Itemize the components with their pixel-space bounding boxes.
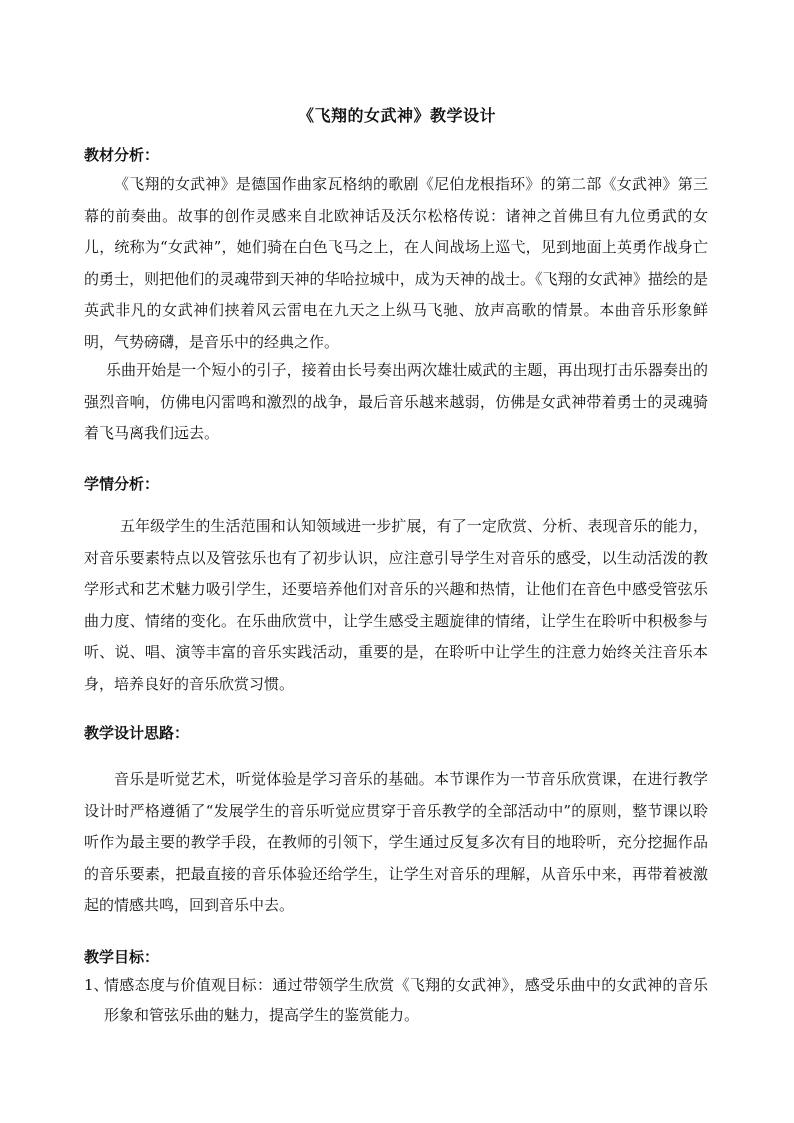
- paragraph-student-analysis: 五年级学生的生活范围和认知领域进一步扩展，有了一定欣赏、分析、表现音乐的能力，对音乐要素特点以及管弦乐也有了初步认识，应注意引导学生对音乐的感受，以生动活泼的教学形式和艺术魅力吸引学生，还要培养他们对音乐的兴趣和热情，让他们在音色中感受管弦乐曲力度、情绪的变化。在乐曲欣赏中，让学生感受主题旋律的情绪，让学生在聆听中积极参与听、说、唱、演等丰富的音乐实践活动，重要的是，在聆听中让学生的注意力始终关注音乐本身，培养良好的音乐欣赏习惯。: [84, 517, 708, 693]
- heading-material-analysis: 教材分析：: [84, 146, 160, 164]
- document-title: 《飞翔的女武神》教学设计: [297, 106, 496, 125]
- heading-goals: 教学目标：: [84, 948, 160, 966]
- paragraph-design-idea: 音乐是听觉艺术，听觉体验是学习音乐的基础。本节课作为一节音乐欣赏课，在进行教学设计时严格遵循了“发展学生的音乐听觉应贯穿于音乐教学的全部活动中”的原则，整节课以聆听作为最主要的教学手段，在教师的引领下，学生通过反复多次有目的地聆听，充分挖掘作品的音乐要素，把最直接的音乐体验还给学生，让学生对音乐的理解，从音乐中来，再带着被激起的情感共鸣，回到音乐中去。: [84, 770, 708, 914]
- paragraph-material-analysis-2: 乐曲开始是一个短小的引子，接着由长号奏出两次雄壮威武的主题，再出现打击乐器奏出的强烈音响，仿佛电闪雷鸣和激烈的战争，最后音乐越来越弱，仿佛是女武神带着勇士的灵魂骑着飞马离我们远去。: [84, 361, 708, 442]
- goal-item-text: 情感态度与价值观目标：通过带领学生欣赏《飞翔的女武神》，感受乐曲中的女武神的音乐形象和管弦乐曲的魅力，提高学生的鉴赏能力。: [104, 976, 708, 1024]
- goal-item-number: 1、: [84, 976, 109, 994]
- heading-student-analysis: 学情分析：: [84, 475, 160, 493]
- goal-item-1: [84, 970, 708, 1030]
- paragraph-material-analysis-1: 《飞翔的女武神》是德国作曲家瓦格纳的歌剧《尼伯龙根指环》的第二部《女武神》第三幕的前奏曲。故事的创作灵感来自北欧神话及沃尔松格传说：诸神之首佛旦有九位勇武的女儿，统称为“女武神”，她们骑在白色飞马之上，在人间战场上巡弋，见到地面上英勇作战身亡的勇士，则把他们的灵魂带到天神的华哈拉城中，成为天神的战士。《飞翔的女武神》描绘的是英武非凡的女武神们挟着风云雷电在九天之上纵马飞驰、放声高歌的情景。本曲音乐形象鲜明，气势磅礴，是音乐中的经典之作。: [84, 175, 708, 351]
- heading-design-idea: 教学设计思路：: [84, 724, 190, 742]
